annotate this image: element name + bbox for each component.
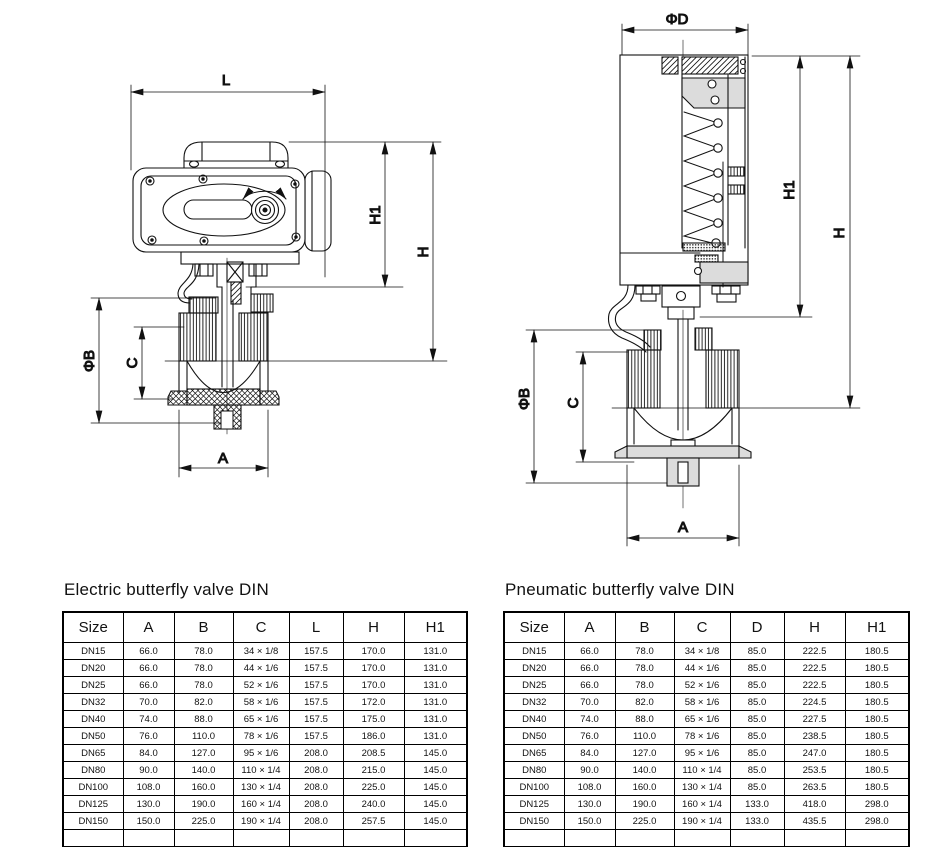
- column-header: H1: [845, 612, 909, 643]
- table-cell: 160 × 1/4: [233, 796, 289, 813]
- table-cell: 131.0: [404, 660, 467, 677]
- table-cell: 131.0: [404, 694, 467, 711]
- table-cell: 225.0: [174, 813, 233, 830]
- table-cell: 190 × 1/4: [233, 813, 289, 830]
- table-cell: DN80: [63, 762, 123, 779]
- table-cell: DN100: [504, 779, 564, 796]
- table-cell: 435.5: [784, 813, 845, 830]
- table-cell: 157.5: [289, 694, 343, 711]
- table-cell: 170.0: [343, 660, 404, 677]
- table-cell: 85.0: [730, 643, 784, 660]
- table-cell: 225.0: [343, 779, 404, 796]
- table-cell: 224.5: [784, 694, 845, 711]
- table-cell: 418.0: [784, 796, 845, 813]
- table-cell: 180.5: [845, 643, 909, 660]
- table-cell: 66.0: [123, 643, 174, 660]
- table-cell: 85.0: [730, 762, 784, 779]
- table-cell: 88.0: [615, 711, 674, 728]
- dim-label-H: H: [415, 246, 432, 258]
- table-cell: 74.0: [123, 711, 174, 728]
- table-cell: 222.5: [784, 677, 845, 694]
- electric-table: [62, 611, 468, 847]
- table-cell: DN20: [504, 660, 564, 677]
- table-cell: 131.0: [404, 728, 467, 745]
- table-cell: 34 × 1/8: [674, 643, 730, 660]
- pneumatic-table-title: Pneumatic butterfly valve DIN: [505, 580, 735, 599]
- table-cell: 186.0: [343, 728, 404, 745]
- pneumatic-valve-drawing: [516, 11, 860, 546]
- column-header: Size: [63, 612, 123, 643]
- table-cell: 127.0: [615, 745, 674, 762]
- column-header: H: [343, 612, 404, 643]
- dim-label-H1: H1: [781, 180, 798, 200]
- pneumatic-bracket: [609, 285, 740, 352]
- table-cell: 208.0: [289, 779, 343, 796]
- thread-section: [239, 313, 268, 361]
- pneumatic-table-section: [503, 580, 908, 847]
- table-cell: 108.0: [123, 779, 174, 796]
- table-cell: 66.0: [123, 677, 174, 694]
- table-cell: 180.5: [845, 677, 909, 694]
- thread-section: [627, 350, 660, 408]
- table-cell: 208.0: [289, 796, 343, 813]
- table-row: [504, 830, 909, 847]
- table-cell: 78.0: [615, 643, 674, 660]
- table-cell: [784, 830, 845, 847]
- table-cell: 88.0: [174, 711, 233, 728]
- table-cell: 222.5: [784, 643, 845, 660]
- table-cell: 130.0: [123, 796, 174, 813]
- table-row: [504, 796, 909, 813]
- table-cell: 180.5: [845, 779, 909, 796]
- dim-label-C: C: [565, 397, 582, 409]
- table-cell: 247.0: [784, 745, 845, 762]
- table-cell: 208.5: [343, 745, 404, 762]
- table-cell: 130 × 1/4: [233, 779, 289, 796]
- table-cell: [504, 830, 564, 847]
- thread-section: [706, 350, 739, 408]
- table-cell: 298.0: [845, 813, 909, 830]
- table-row: [504, 660, 909, 677]
- manual-dial: [252, 197, 279, 224]
- table-cell: 140.0: [174, 762, 233, 779]
- table-cell: 170.0: [343, 643, 404, 660]
- electric-valve-body: [168, 258, 279, 434]
- table-cell: [404, 830, 467, 847]
- table-cell: 160.0: [615, 779, 674, 796]
- dim-label-PhiB: ΦB: [516, 388, 533, 410]
- table-cell: [123, 830, 174, 847]
- table-row: [63, 813, 467, 830]
- table-cell: 180.5: [845, 745, 909, 762]
- table-cell: 85.0: [730, 677, 784, 694]
- table-row: [504, 694, 909, 711]
- table-cell: 298.0: [845, 796, 909, 813]
- table-cell: 175.0: [343, 711, 404, 728]
- table-cell: DN15: [504, 643, 564, 660]
- table-cell: [343, 830, 404, 847]
- dim-label-PhiB: ΦB: [81, 350, 98, 372]
- table-cell: DN150: [504, 813, 564, 830]
- column-header: B: [615, 612, 674, 643]
- table-cell: 78 × 1/6: [233, 728, 289, 745]
- pneumatic-table: [503, 611, 910, 847]
- table-cell: 130.0: [564, 796, 615, 813]
- pneumatic-table-header-row: [504, 612, 909, 643]
- table-cell: DN150: [63, 813, 123, 830]
- electric-table-body: [63, 643, 467, 847]
- table-row: [63, 762, 467, 779]
- table-cell: 76.0: [564, 728, 615, 745]
- table-cell: 133.0: [730, 796, 784, 813]
- dim-label-H: H: [831, 227, 848, 239]
- table-cell: 52 × 1/6: [674, 677, 730, 694]
- table-cell: 84.0: [564, 745, 615, 762]
- table-cell: 90.0: [564, 762, 615, 779]
- table-cell: 208.0: [289, 813, 343, 830]
- table-cell: 150.0: [564, 813, 615, 830]
- table-cell: 180.5: [845, 694, 909, 711]
- table-cell: 85.0: [730, 745, 784, 762]
- table-row: [504, 677, 909, 694]
- table-row: [63, 796, 467, 813]
- dim-label-H1: H1: [367, 205, 384, 225]
- table-cell: 208.0: [289, 762, 343, 779]
- table-cell: [233, 830, 289, 847]
- table-cell: 157.5: [289, 660, 343, 677]
- table-cell: 90.0: [123, 762, 174, 779]
- table-row: [504, 779, 909, 796]
- table-cell: DN15: [63, 643, 123, 660]
- table-cell: 70.0: [564, 694, 615, 711]
- table-row: [63, 745, 467, 762]
- table-cell: DN100: [63, 779, 123, 796]
- dim-label-C: C: [124, 357, 141, 369]
- table-row: [63, 711, 467, 728]
- column-header: D: [730, 612, 784, 643]
- table-cell: 108.0: [564, 779, 615, 796]
- table-cell: 150.0: [123, 813, 174, 830]
- table-cell: [289, 830, 343, 847]
- column-header: B: [174, 612, 233, 643]
- table-row: [63, 660, 467, 677]
- table-row: [504, 728, 909, 745]
- table-cell: 157.5: [289, 728, 343, 745]
- table-cell: 222.5: [784, 660, 845, 677]
- electric-table-title: Electric butterfly valve DIN: [64, 580, 269, 599]
- table-cell: 131.0: [404, 711, 467, 728]
- table-cell: 140.0: [615, 762, 674, 779]
- table-cell: 110.0: [174, 728, 233, 745]
- table-cell: 84.0: [123, 745, 174, 762]
- table-cell: 157.5: [289, 643, 343, 660]
- table-cell: [674, 830, 730, 847]
- table-cell: 76.0: [123, 728, 174, 745]
- table-cell: 190.0: [174, 796, 233, 813]
- table-cell: 263.5: [784, 779, 845, 796]
- electric-table-header-row: [63, 612, 467, 643]
- dim-label-A: A: [677, 519, 689, 536]
- thread-section: [179, 313, 216, 361]
- table-cell: 82.0: [174, 694, 233, 711]
- table-cell: 227.5: [784, 711, 845, 728]
- table-row: [504, 762, 909, 779]
- table-cell: 85.0: [730, 728, 784, 745]
- table-cell: DN25: [504, 677, 564, 694]
- table-row: [63, 830, 467, 847]
- electric-table-section: [62, 580, 466, 847]
- table-cell: 157.5: [289, 711, 343, 728]
- table-cell: [615, 830, 674, 847]
- table-cell: [564, 830, 615, 847]
- table-cell: 131.0: [404, 643, 467, 660]
- table-cell: DN125: [504, 796, 564, 813]
- table-cell: DN40: [63, 711, 123, 728]
- table-cell: 238.5: [784, 728, 845, 745]
- butterfly-disc: [187, 361, 260, 393]
- table-cell: 145.0: [404, 762, 467, 779]
- table-cell: 145.0: [404, 796, 467, 813]
- table-cell: 78.0: [174, 643, 233, 660]
- table-cell: 130 × 1/4: [674, 779, 730, 796]
- table-row: [63, 677, 467, 694]
- table-cell: 172.0: [343, 694, 404, 711]
- table-row: [63, 728, 467, 745]
- table-cell: DN65: [63, 745, 123, 762]
- table-cell: 157.5: [289, 677, 343, 694]
- table-cell: 160.0: [174, 779, 233, 796]
- table-cell: 208.0: [289, 745, 343, 762]
- table-cell: 34 × 1/8: [233, 643, 289, 660]
- table-cell: 145.0: [404, 745, 467, 762]
- table-cell: 78.0: [174, 660, 233, 677]
- column-header: Size: [504, 612, 564, 643]
- table-row: [504, 643, 909, 660]
- table-cell: 85.0: [730, 779, 784, 796]
- table-cell: 145.0: [404, 813, 467, 830]
- table-cell: DN40: [504, 711, 564, 728]
- table-cell: 58 × 1/6: [674, 694, 730, 711]
- table-cell: 65 × 1/6: [674, 711, 730, 728]
- table-cell: 240.0: [343, 796, 404, 813]
- table-cell: DN25: [63, 677, 123, 694]
- table-cell: [174, 830, 233, 847]
- table-cell: DN65: [504, 745, 564, 762]
- table-cell: 66.0: [564, 660, 615, 677]
- dim-label-PhiD: ΦD: [665, 11, 689, 28]
- dim-label-L: L: [221, 72, 231, 89]
- table-cell: 170.0: [343, 677, 404, 694]
- table-row: [504, 813, 909, 830]
- column-header: C: [674, 612, 730, 643]
- table-cell: 127.0: [174, 745, 233, 762]
- electric-actuator: [133, 142, 331, 304]
- table-cell: 180.5: [845, 660, 909, 677]
- column-header: A: [564, 612, 615, 643]
- table-cell: 85.0: [730, 694, 784, 711]
- table-cell: 95 × 1/6: [674, 745, 730, 762]
- table-cell: 190 × 1/4: [674, 813, 730, 830]
- column-header: L: [289, 612, 343, 643]
- table-row: [504, 745, 909, 762]
- column-header: A: [123, 612, 174, 643]
- electric-valve-drawing: [81, 72, 447, 477]
- table-cell: DN20: [63, 660, 123, 677]
- table-cell: DN80: [504, 762, 564, 779]
- table-cell: 78.0: [615, 660, 674, 677]
- table-cell: 131.0: [404, 677, 467, 694]
- column-header: C: [233, 612, 289, 643]
- table-cell: 52 × 1/6: [233, 677, 289, 694]
- table-cell: 257.5: [343, 813, 404, 830]
- table-cell: 110 × 1/4: [674, 762, 730, 779]
- table-row: [504, 711, 909, 728]
- table-cell: DN50: [63, 728, 123, 745]
- table-cell: 160 × 1/4: [674, 796, 730, 813]
- table-row: [63, 643, 467, 660]
- table-cell: 133.0: [730, 813, 784, 830]
- table-cell: 78.0: [174, 677, 233, 694]
- table-cell: 110 × 1/4: [233, 762, 289, 779]
- pneumatic-table-body: [504, 643, 909, 847]
- table-cell: 74.0: [564, 711, 615, 728]
- table-row: [63, 694, 467, 711]
- table-cell: DN32: [63, 694, 123, 711]
- table-cell: 78 × 1/6: [674, 728, 730, 745]
- table-cell: DN50: [504, 728, 564, 745]
- table-cell: [845, 830, 909, 847]
- table-cell: 180.5: [845, 762, 909, 779]
- table-cell: 110.0: [615, 728, 674, 745]
- table-cell: DN125: [63, 796, 123, 813]
- column-header: H: [784, 612, 845, 643]
- table-cell: 145.0: [404, 779, 467, 796]
- table-cell: 66.0: [564, 677, 615, 694]
- dim-label-A: A: [217, 450, 229, 467]
- table-cell: 190.0: [615, 796, 674, 813]
- table-cell: 253.5: [784, 762, 845, 779]
- table-cell: [730, 830, 784, 847]
- column-header: H1: [404, 612, 467, 643]
- table-cell: 180.5: [845, 711, 909, 728]
- table-cell: 44 × 1/6: [233, 660, 289, 677]
- table-cell: 66.0: [123, 660, 174, 677]
- table-cell: 215.0: [343, 762, 404, 779]
- table-cell: 85.0: [730, 711, 784, 728]
- table-row: [63, 779, 467, 796]
- table-cell: 85.0: [730, 660, 784, 677]
- table-cell: 44 × 1/6: [674, 660, 730, 677]
- table-cell: 66.0: [564, 643, 615, 660]
- table-cell: 225.0: [615, 813, 674, 830]
- table-cell: 180.5: [845, 728, 909, 745]
- table-cell: 70.0: [123, 694, 174, 711]
- table-cell: 78.0: [615, 677, 674, 694]
- table-cell: [63, 830, 123, 847]
- table-cell: 58 × 1/6: [233, 694, 289, 711]
- table-cell: 65 × 1/6: [233, 711, 289, 728]
- electric-dimension-lines: [91, 85, 447, 477]
- pneumatic-actuator: [620, 55, 748, 287]
- table-cell: DN32: [504, 694, 564, 711]
- table-cell: 95 × 1/6: [233, 745, 289, 762]
- table-cell: 82.0: [615, 694, 674, 711]
